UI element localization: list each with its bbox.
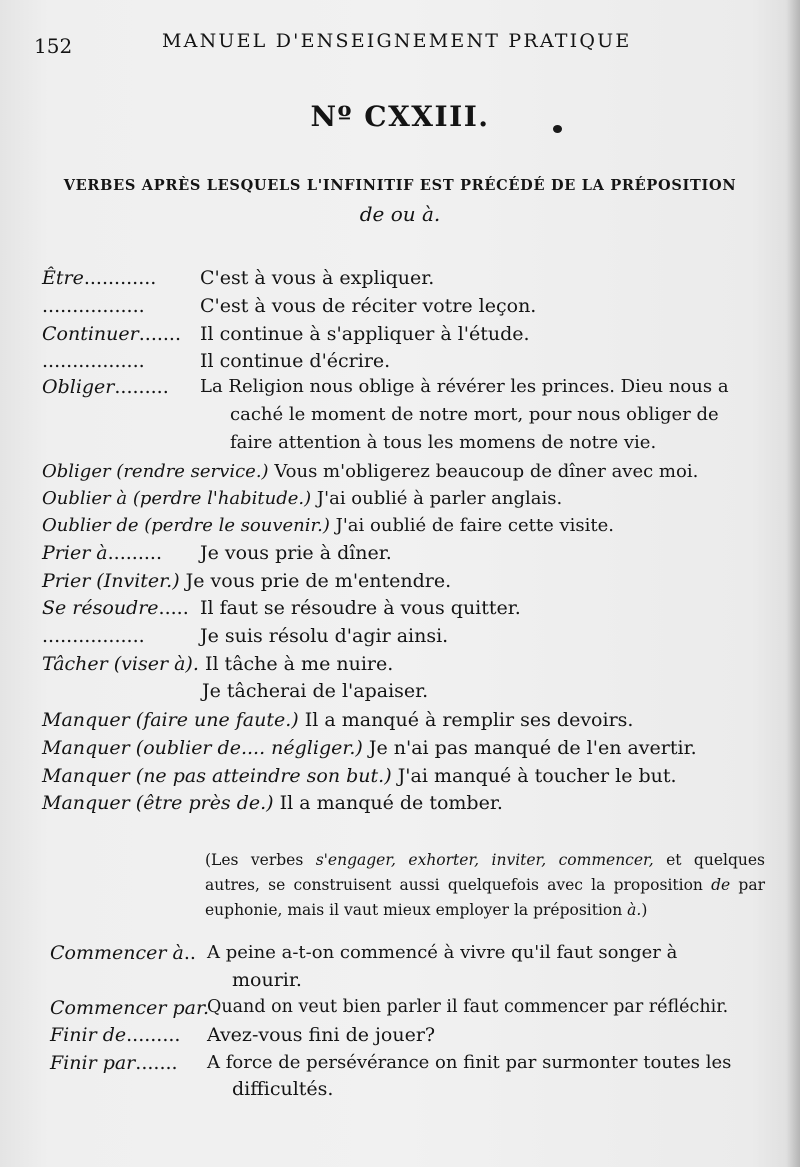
entry-line: Oublier de (perdre le souvenir.) J'ai oublié de faire cette visite. — [42, 515, 614, 536]
entry-text: C'est à vous de réciter votre leçon. — [200, 295, 537, 317]
section-title-text: VERBES APRÈS LESQUELS L'INFINITIF EST PRÉCÉDÉ DE LA PRÉPOSITION — [63, 177, 737, 194]
usage-note: (Les verbes s'engager, exhorter, inviter, commencer, et quelques autres, se construisent aussi quelquefois avec la proposition de par euphonie, mais il vaut mieux employer la préposition à.) — [205, 851, 765, 919]
page-number: 152 — [34, 34, 73, 58]
entry-line: Être............ — [42, 267, 157, 289]
entry-line: Prier (Inviter.) Je vous prie de m'entendre. — [42, 570, 452, 592]
entry-line: Tâcher (viser à). Il tâche à me nuire. — [42, 653, 394, 675]
entry-line: Manquer (oublier de.... négliger.) Je n'ai pas manqué de l'en avertir. — [42, 737, 697, 759]
entry-line: Manquer (être près de.) Il a manqué de tomber. — [42, 792, 503, 814]
section-subtitle: de ou à. — [359, 202, 441, 226]
entry-line: Obliger......... — [42, 376, 169, 398]
entry-line: Prier à......... — [42, 542, 162, 564]
entry-text: Je suis résolu d'agir ainsi. — [200, 625, 449, 647]
entry-line: Oublier à (perdre l'habitude.) J'ai oublié à parler anglais. — [42, 488, 563, 509]
entry-line: Commencer à.. — [50, 942, 196, 964]
entry-line: Finir de......... — [50, 1024, 181, 1046]
entry-line: Commencer par. — [50, 997, 210, 1019]
entry-line: ................. — [42, 350, 145, 372]
entry-line: ................. — [42, 295, 145, 317]
entry-text: difficultés. — [232, 1078, 334, 1100]
entry-text: mourir. — [232, 969, 302, 991]
entry-text: faire attention à tous les momens de notre vie. — [230, 432, 657, 453]
entry-line: Manquer (ne pas atteindre son but.) J'ai manqué à toucher le but. — [42, 765, 677, 787]
entry-line: Continuer....... — [42, 323, 182, 345]
entry-line: ................. — [42, 625, 145, 647]
entry-text: C'est à vous à expliquer. — [200, 267, 435, 289]
entry-line: Obliger (rendre service.) Vous m'obligerez beaucoup de dîner avec moi. — [42, 461, 699, 482]
entry-text: caché le moment de notre mort, pour nous obliger de — [230, 404, 719, 425]
entry-text: Je tâcherai de l'apaiser. — [202, 680, 429, 702]
entry-text: A force de persévérance on finit par surmonter toutes les — [207, 1052, 732, 1073]
entry-text: Je vous prie à dîner. — [200, 542, 392, 564]
running-title: MANUEL D'ENSEIGNEMENT PRATIQUE — [162, 30, 632, 52]
entry-text: A peine a-t-on commencé à vivre qu'il faut songer à — [207, 942, 678, 963]
entry-text: Avez-vous fini de jouer? — [207, 1024, 436, 1046]
entry-text: Quand on veut bien parler il faut commencer par réfléchir. — [207, 997, 729, 1017]
entry-line: Manquer (faire une faute.) Il a manqué à remplir ses devoirs. — [42, 709, 634, 731]
entry-text: La Religion nous oblige à révérer les princes. Dieu nous a — [200, 376, 729, 397]
entry-text: Il faut se résoudre à vous quitter. — [200, 597, 521, 619]
entry-line: Finir par....... — [50, 1052, 178, 1074]
entry-text: Il continue à s'appliquer à l'étude. — [200, 323, 530, 345]
section-number: Nº CXXIII. — [310, 100, 490, 133]
entry-text: Il continue d'écrire. — [200, 350, 391, 372]
entry-line: Se résoudre..... — [42, 597, 189, 619]
